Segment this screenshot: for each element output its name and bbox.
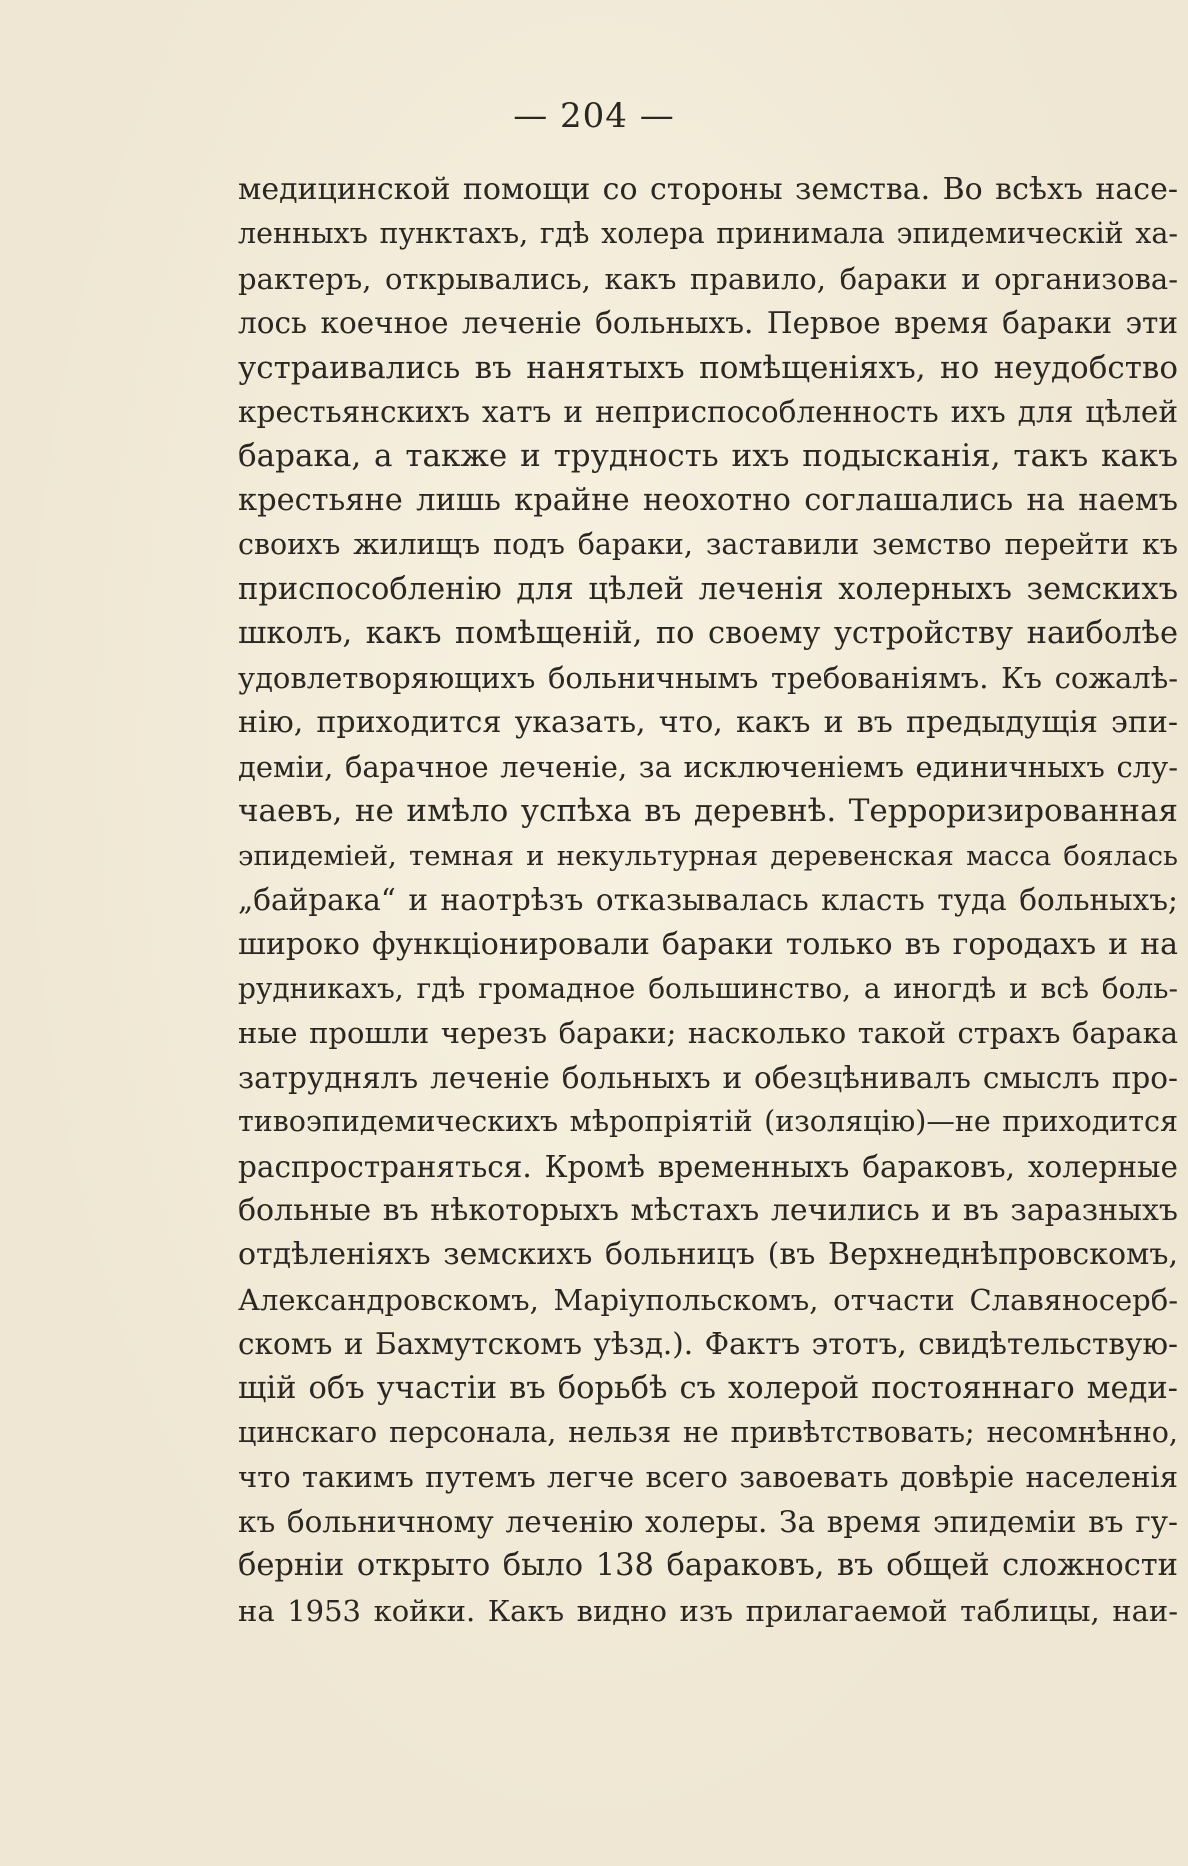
text-line: эпидеміей, темная и некультурная деревенская масса боялась [238,839,1178,872]
text-line: цинскаго персонала, нельзя не привѣтствовать; несомнѣнно, [238,1415,1178,1449]
text-line: лось коечное леченіе больныхъ. Первое время бараки эти [238,306,1178,341]
text-line: скомъ и Бахмутскомъ уѣзд.). Фактъ этотъ, свидѣтельствую- [238,1327,1178,1362]
text-line: ные прошли черезъ бараки; насколько такой страхъ барака [238,1016,1178,1051]
text-line: берніи открыто было 138 бараковъ, въ общей сложности [238,1548,1178,1584]
text-line: затруднялъ леченіе больныхъ и обезцѣнивалъ смыслъ про- [238,1060,1178,1095]
text-line: ленныхъ пунктахъ, гдѣ холера принимала эпидемическій ха- [238,217,1178,251]
text-line: рактеръ, открывались, какъ правило, бараки и организова- [238,261,1178,296]
text-line: что такимъ путемъ легче всего завоевать довѣріе населенія [238,1460,1178,1495]
text-line: крестьяне лишь крайне неохотно соглашались на наемъ [238,482,1178,518]
text-line: отдѣленіяхъ земскихъ больницъ (въ Верхнеднѣпровскомъ, [238,1237,1178,1273]
text-line: широко функціонировали бараки только въ городахъ и на [238,926,1178,962]
text-line: приспособленію для цѣлей леченія холерныхъ земскихъ [238,571,1178,607]
page-number: — 204 — [513,96,675,136]
text-line: своихъ жилищъ подъ бараки, заставили земство перейти къ [238,528,1178,562]
text-line: распространяться. Кромѣ временныхъ бараковъ, холерные [238,1149,1178,1184]
text-line: барака, а также и трудность ихъ подысканія, такъ какъ [238,438,1178,475]
text-line: устраивались въ нанятыхъ помѣщеніяхъ, но неудобство [238,349,1178,386]
text-line: больные въ нѣкоторыхъ мѣстахъ лечились и въ заразныхъ [238,1192,1178,1228]
text-line: школъ, какъ помѣщеній, по своему устройству наиболѣе [238,615,1178,651]
text-line: чаевъ, не имѣло успѣха въ деревнѣ. Терроризированная [238,793,1178,830]
text-line: медицинской помощи со стороны земства. Во всѣхъ насе- [238,172,1178,207]
text-line: тивоэпидемическихъ мѣропріятій (изоляцію)—не приходится [238,1105,1178,1139]
text-line: къ больничному леченію холеры. За время эпидеміи въ гу- [238,1504,1178,1539]
text-line: деміи, барачное леченіе, за исключеніемъ единичныхъ слу- [238,750,1178,785]
text-line: „байрака“ и наотрѣзъ отказывалась класть туда больныхъ; [238,883,1178,918]
text-line: нію, приходится указать, что, какъ и въ предыдущія эпи- [238,704,1178,740]
text-line: щій объ участіи въ борьбѣ съ холерой постояннаго меди- [238,1370,1178,1406]
text-line: на 1953 койки. Какъ видно изъ прилагаемой таблицы, наи- [238,1593,1178,1628]
text-line: удовлетворяющихъ больничнымъ требованіямъ. Къ сожалѣ- [238,661,1178,696]
body-text [238,168,1178,1633]
text-line: крестьянскихъ хатъ и неприспособленность ихъ для цѣлей [238,394,1178,429]
text-line: Александровскомъ, Маріупольскомъ, отчасти Славяносерб- [238,1282,1178,1317]
text-line: рудникахъ, гдѣ громадное большинство, а иногдѣ и всѣ боль- [238,972,1178,1006]
